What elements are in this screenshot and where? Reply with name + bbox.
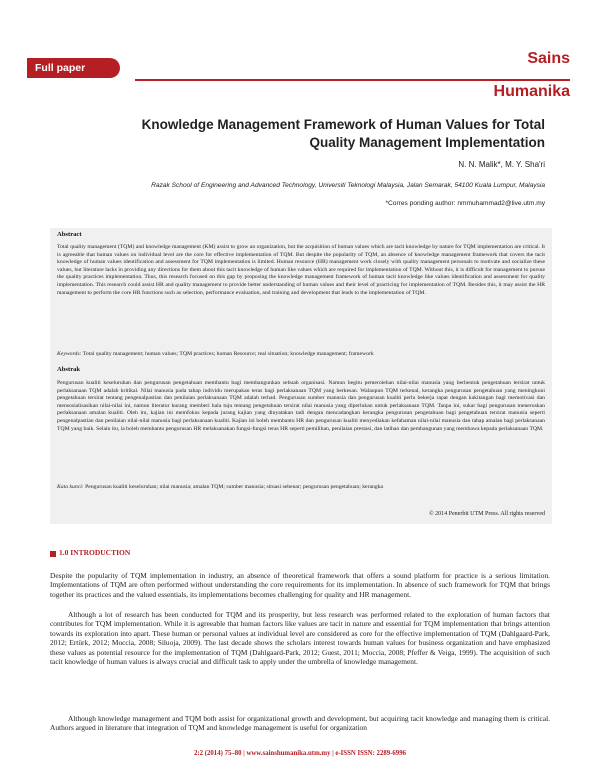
keywords-text: Total quality management; human values; TQM practices; human Resource; real situation; knowledge management; framework	[82, 351, 374, 357]
journal-name-line2: Humanika	[493, 83, 570, 100]
kata-kunci-label: Kata kunci:	[57, 484, 84, 490]
corresponding-author: *Corres ponding author: nmmuhammad2@live.utm.my	[385, 200, 545, 207]
paper-title: Knowledge Management Framework of Human Values for Total Quality Management Implementation	[141, 117, 545, 150]
page-footer: 2:2 (2014) 75–80 | www.sainshumanika.utm.my | e-ISSN ISSN: 2289-6996	[193, 750, 407, 757]
kata-kunci-text: Pengurusan kualiti keseluruhan; nilai manusia; amalan TQM; sumber manusia; situasi sebenar; pengurusan pengetahuan; kerangka	[85, 484, 384, 490]
full-paper-badge: Full paper	[27, 58, 120, 78]
abstrak-heading: Abstrak	[57, 366, 81, 373]
abstrak-keywords	[57, 484, 545, 492]
intro-paragraph-1: Despite the popularity of TQM implementation in industry, an absence of theoretical framework that offers a sound platform for practice is a serious limitation. Implementations of TQM are often performed without understanding the core requirements for its implementation. In absence of such framework for TQM that brings together its practices and the valued essentials, its implementations becomes challenging for quality and HR management.	[50, 571, 550, 599]
section-title: 1.0 INTRODUCTION	[59, 548, 131, 557]
intro-paragraph-2: Although a lot of research has been conducted for TQM and its prosperity, but less research was performed related to the exploration of human factors that contributes for TQM implementation. While it is agreeable that human factors like values are tacit in nature and essential for TQM implementation that brings attention towards its exploration into apart. These human or personal values at individual level are considered as core for the effective implementation of TQM (Dahlgaard-Park, 2012; Ertürk, 2012; Moccia, 2008; Siluoja, 2009). The last decade shows the scholars interest towards human values for business organization and have emphasized these values as potential resource for the implementation of TQM (Dahlgaard-Park, 2012; Guest, 2011; Moccia, 2008; Pfeffer & Veiga, 1999). The acquisition of such tacit knowledge of human values is always crucial and difficult task to apply under the umbrella of knowledge management.	[50, 610, 550, 667]
brand-divider	[135, 79, 570, 81]
copyright: © 2014 Penerbit UTM Press. All rights reserved	[429, 511, 545, 517]
affiliation: Razak School of Engineering and Advanced Technology, Universiti Teknologi Malaysia, Jalan Semarak, 54100 Kuala Lumpur, Malaysia	[151, 182, 545, 189]
abstract-heading: Abstract	[57, 231, 82, 238]
keywords-label: Keywords:	[57, 351, 82, 357]
authors: N. N. Malik*, M. Y. Sha'ri	[458, 160, 545, 169]
abstrak-text: Pengurusan kualiti keseluruhan dan pengurusan pengetahuan membantu bagi membangunkan sebuah organisasi. Namun begitu pemerolehan nilai-nilai manusia yang berbentuk pengetahuan tersirat untuk perlaksanaan TQM adalah kritikal. Nilai manusia pada tahap individu merupakan teras bagi perlaksanaan TQM yang berkesan. Walaupun TQM terkenal, kerangka pengurusan pengetahuan yang meningkuni pengetahuan tersirat tentang pengenalpastian dan penilaian perlaksanaan TQM adalah terhad. Pengurusan sumber manusia dan pengurusan kualiti perlu bekerja rapat dengan kakitangan bagi memotivasi dan mensosialisasikan nilai-nilai ini, namun literatur kurang memberi hala tuju tentang pengetahuan tersirat nilai manusia yang diperlukan untuk perlaksanaan TQM. Tanpa ini, sukar bagi pengurusan meneruskan perlaksanaan amalan kualiti. Oleh itu, kajian ini memfokus kepada jurang kajian yang dinyatakan tadi dengan mencadangkan kerangka pengurusan pengetahuan bagi pengetahuan tersirat manusia seperti pengenalpastian dan penilaian nilai-nilai manusia bagi perlaksanaan kualiti. Kajian ini boleh membantu HR dan pengurusan kualiti menyediakan kefahaman nilai-nilai manusia dan tahap amalan bagi perlaksanaan TQM yang baik. Selain itu, ia boleh membantu pengurusan HR melaksanakan fungsi-fungsi teras HR seperti pemilihan, penilaian prestasi, dan latihan dan pembangunan yang membawa kepada perlaksanaan TQM.	[57, 380, 545, 432]
intro-paragraph-3: Although knowledge management and TQM both assist for organizational growth and development, but acquiring tacit knowledge and managing them is critical. Authors argued in literature that integration of TQM and knowledge management is useful for organization	[50, 714, 550, 733]
journal-name-line1: Sains	[527, 50, 570, 67]
abstract-keywords	[57, 351, 545, 359]
abstract-text: Total quality management (TQM) and knowledge management (KM) assist to grow an organization, but the acquisition of human values which are tacit knowledge by nature for TQM implementation are critical. It is agreeable that human values on individual level are the core for effective implementation of TQM. But despite the popularity of TQM, an absence of knowledge management framework that covers the tacit knowledge of human values identification and assessment for TQM implementation is limited. Human resource (HR) management work closely with quality management personals to motivate and socialize these values, but literature lacks in providing any directions for them about this tacit knowledge of human like values which are required for implementation of TQM. Without this, it is difficult for management to pursue the quality practices implementation. Thus, this research focused on this gap by proposing the knowledge management framework of human tacit knowledge like values identification and assessment for quality implementation. This research could assist HR and quality management to provide better understanding of human values and their level of practicing for implementation of TQM. Besides this, it may assist the HR management to perform the core HR functions such as selection, performance evaluation, and training and development that leads to the implementation of TQM.	[57, 244, 545, 296]
section-marker	[50, 551, 56, 557]
